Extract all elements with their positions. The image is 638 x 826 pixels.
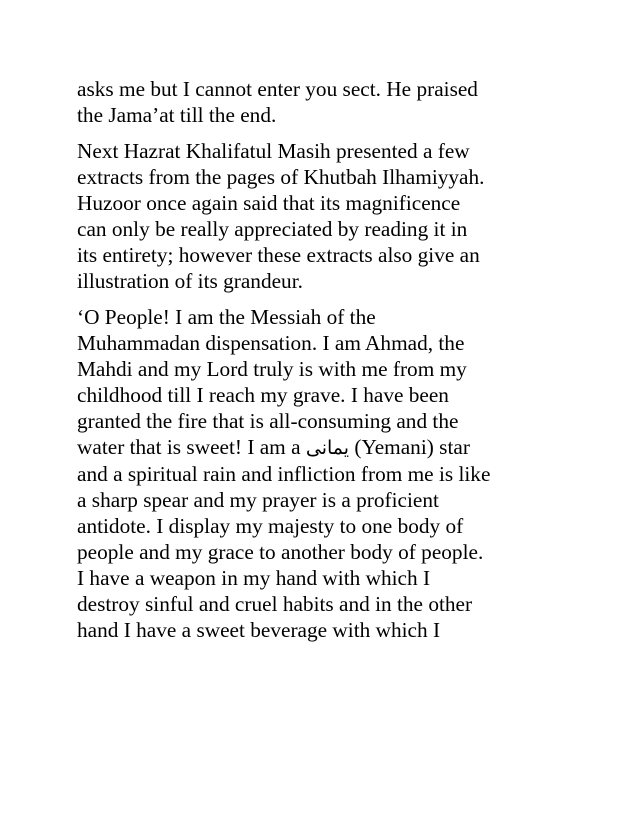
text-line: can only be really appreciated by reading it in [77,217,468,241]
mixed-script-line [77,434,577,461]
paragraph-1 [77,76,577,128]
arabic-word: يمانی [305,437,350,459]
text-line: destroy sinful and cruel habits and in the other [77,592,473,616]
text-line: illustration of its grandeur. [77,269,303,293]
line-prefix: water that is sweet! I am a [77,435,306,459]
text-line: its entirety; however these extracts also give an [77,243,480,267]
text-line: Next Hazrat Khalifatul Masih presented a few [77,139,470,163]
text-line: Mahdi and my Lord truly is with me from my [77,357,467,381]
paragraph-2 [77,138,577,294]
body-text [77,76,577,653]
text-line: the Jama’at till the end. [77,103,277,127]
text-line: ‘O People! I am the Messiah of the [77,305,376,329]
text-line: and a spiritual rain and infliction from me is like [77,462,491,486]
text-line: Muhammadan dispensation. I am Ahmad, the [77,331,465,355]
text-line: asks me but I cannot enter you sect. He praised [77,77,478,101]
text-line: Huzoor once again said that its magnificence [77,191,461,215]
text-line: extracts from the pages of Khutbah Ilhamiyyah. [77,165,485,189]
text-line: childhood till I reach my grave. I have been [77,383,449,407]
text-line: I have a weapon in my hand with which I [77,566,431,590]
text-line: granted the fire that is all-consuming and the [77,409,459,433]
text-line: antidote. I display my majesty to one body of [77,514,464,538]
line-suffix: (Yemani) star [349,435,470,459]
paragraph-3-quote [77,304,577,643]
text-line: a sharp spear and my prayer is a proficient [77,488,439,512]
text-line: hand I have a sweet beverage with which I [77,618,441,642]
text-line: people and my grace to another body of people. [77,540,484,564]
